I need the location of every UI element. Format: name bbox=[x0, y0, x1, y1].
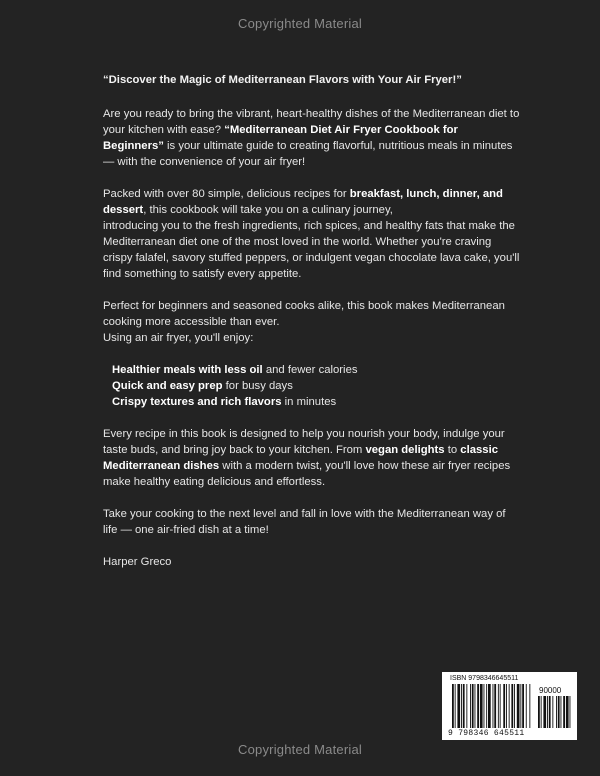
closing-paragraph: Take your cooking to the next level and fall in love with the Mediterranean way of life — one air-fried dish at a time! bbox=[103, 508, 506, 536]
benefit-item bbox=[112, 362, 521, 378]
headline: “Discover the Magic of Mediterranean Flavors with Your Air Fryer!” bbox=[103, 74, 462, 86]
benefits-list bbox=[103, 362, 521, 410]
vegan-delights: vegan delights bbox=[365, 444, 445, 456]
p4-text-c: to bbox=[444, 444, 461, 456]
benefit-item bbox=[112, 394, 521, 410]
intro-text-c: is your ultimate guide to creating flavorful, nutritious meals in minutes — with the convenience of your air fryer! bbox=[103, 140, 513, 168]
beginners-line-2: Using an air fryer, you'll enjoy: bbox=[103, 332, 254, 344]
intro-paragraph bbox=[103, 106, 521, 170]
isbn-barcode bbox=[442, 672, 577, 740]
p4-text-a: Every recipe in this book is designed to help you nourish your body, indulge your taste buds, and bring joy back to your kitchen. From bbox=[103, 428, 505, 456]
benefit-rest: for busy days bbox=[222, 380, 293, 392]
benefit-bold: Healthier meals with less oil bbox=[112, 364, 263, 376]
benefit-rest: in minutes bbox=[281, 396, 337, 408]
price-code: 90000 bbox=[539, 686, 562, 695]
watermark-bottom: Copyrighted Material bbox=[238, 742, 362, 757]
watermark-top: Copyrighted Material bbox=[238, 16, 362, 31]
isbn-label: ISBN 9798346645511 bbox=[450, 675, 519, 682]
beginners-paragraph bbox=[103, 298, 521, 346]
author-name: Harper Greco bbox=[103, 556, 172, 568]
barcode-digits: 9 798346 645511 bbox=[448, 729, 525, 738]
benefit-item bbox=[112, 378, 521, 394]
meal-types: breakfast, lunch, dinner, and dessert bbox=[103, 188, 503, 216]
recipes-text-a: Packed with over 80 simple, delicious recipes for bbox=[103, 188, 350, 200]
recipes-benefit-paragraph bbox=[103, 426, 521, 490]
benefit-bold: Quick and easy prep bbox=[112, 380, 223, 392]
book-title: “Mediterranean Diet Air Fryer Cookbook for Beginners” bbox=[103, 124, 458, 152]
recipes-text-c: , this cookbook will take you on a culinary journey, bbox=[143, 204, 393, 216]
recipes-paragraph bbox=[103, 186, 521, 282]
benefit-bold: Crispy textures and rich flavors bbox=[112, 396, 282, 408]
intro-text-a: Are you ready to bring the vibrant, heart-healthy dishes of the Mediterranean diet to your kitchen with ease? bbox=[103, 108, 520, 136]
beginners-line-1: Perfect for beginners and seasoned cooks alike, this book makes Mediterranean cooking more accessible than ever. bbox=[103, 300, 505, 328]
back-cover-text bbox=[103, 72, 521, 586]
recipes-text-d: introducing you to the fresh ingredients, rich spices, and healthy fats that make the Mediterranean diet one of the most loved in the world. Whether you're craving crispy falafel, savory stuffed peppers, or indulgent vegan chocolate lava cake, you'll find something to satisfy every appetite. bbox=[103, 220, 520, 280]
p4-text-e: with a modern twist, you'll love how these air fryer recipes make healthy eating delicious and effortless. bbox=[103, 460, 511, 488]
benefit-rest: and fewer calories bbox=[262, 364, 358, 376]
classic-dishes: classic Mediterranean dishes bbox=[103, 444, 498, 472]
